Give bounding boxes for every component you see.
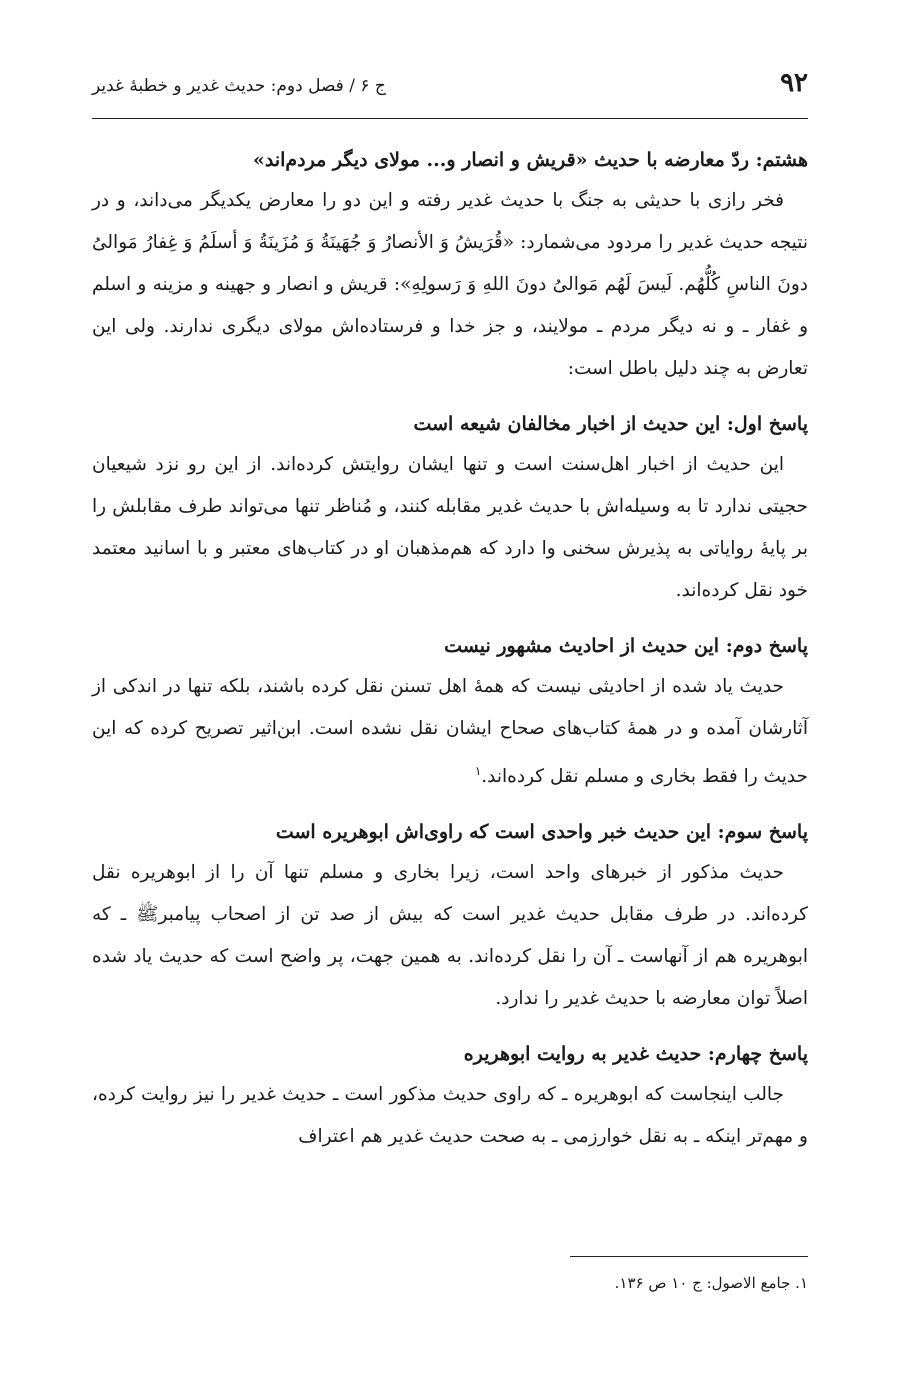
paragraph-text: حدیث یاد شده از احادیثی نیست که همهٔ اهل تسنن نقل کرده باشند، بلکه تنها در اندکی از آثارشان آمده و در همهٔ کتاب‌های صحاح ایشان نقل نشده است. ابن‌اثیر تصریح کرده که این حدیث را فقط بخاری و مسلم نقل کرده‌اند. — [92, 676, 808, 788]
section-heading-answer-3: پاسخ سوم: این حدیث خبر واحدی است که راوی‌اش ابوهریره است — [275, 821, 808, 844]
section-heading-answer-2: پاسخ دوم: این حدیث از احادیث مشهور نیست — [444, 635, 808, 657]
footnote-divider — [570, 1256, 808, 1257]
section-heading-answer-4: پاسخ چهارم: حدیث غدیر به روایت ابوهریره — [463, 1043, 808, 1066]
section-heading-answer-1: پاسخ اول: این حدیث از اخبار مخالفان شیعه است — [413, 413, 808, 435]
section-heading-8: هشتم: ردّ معارضه با حدیث «قریش و انصار و... مولای دیگر مردم‌اند» — [252, 149, 808, 171]
header-divider — [92, 118, 808, 119]
page-body — [92, 140, 808, 1172]
section-paragraph-answer-2 — [92, 666, 808, 798]
page-number: ۹۲ — [780, 68, 808, 98]
page-header — [92, 68, 808, 114]
section-paragraph-answer-3: حدیث مذکور از خبرهای واحد است، زیرا بخاری و مسلم تنها آن را از ابوهریره نقل کرده‌اند. در طرف مقابل حدیث غدیر است که بیش از صد تن از اصحاب پیامبرﷺ ـ که ابوهریره هم از آنهاست ـ آن را نقل کرده‌اند. به همین جهت، پر واضح است که حدیث یاد شده اصلاً توان معارضه با حدیث غدیر را ندارد. — [92, 862, 808, 1010]
section-paragraph-answer-1: این حدیث از اخبار اهل‌سنت است و تنها ایشان روایتش کرده‌اند. از این رو نزد شیعیان حجیتی ندارد تا به وسیله‌اش با حدیث غدیر مقابله کنند، و مُناظر تنها می‌تواند طرف مقابلش را بر پایهٔ روایاتی به پذیرش سخنی وا دارد که هم‌مذهبان او در کتاب‌های معتبر و با اسانید معتمد خود نقل کرده‌اند. — [92, 454, 808, 601]
section-paragraph-answer-4: جالب اینجاست که ابوهریره ـ که راوی حدیث مذکور است ـ حدیث غدیر را نیز روایت کرده، و مهم‌تر اینکه ـ به نقل خوارزمی ـ به صحت حدیث غدیر هم اعتراف — [92, 1084, 808, 1148]
section-paragraph-8: فخر رازی با حدیثی به جنگ با حدیث غدیر رفته و این دو را معارض یکدیگر می‌داند، و در نتیجه حدیث غدیر را مردود می‌شمارد: «قُرَیشُ وَ الأنصارُ وَ جُهَینَةُ وَ مُزَینَةُ وَ أسلَمُ وَ غِفارُ مَوالیُ دونَ الناسِ کُلُّهُم. لَیسَ لَهُم مَوالیُ دونَ اللهِ وَ رَسولِهِ»: قریش و انصار و جهینه و مزینه و اسلم و غفار ـ و نه دیگر مردم ـ مولایند، و جز خدا و فرستاده‌اش مولای دیگری ندارند. ولی این تعارض به چند دلیل باطل است: — [92, 190, 808, 379]
footnote-marker: ۱ — [474, 764, 482, 778]
footnote: ۱. جامع الاصول: ج ۱۰ ص ۱۳۶. — [614, 1274, 808, 1292]
running-head: ج ۶ / فصل دوم: حدیث غدیر و خطبهٔ غدیر — [92, 76, 386, 96]
